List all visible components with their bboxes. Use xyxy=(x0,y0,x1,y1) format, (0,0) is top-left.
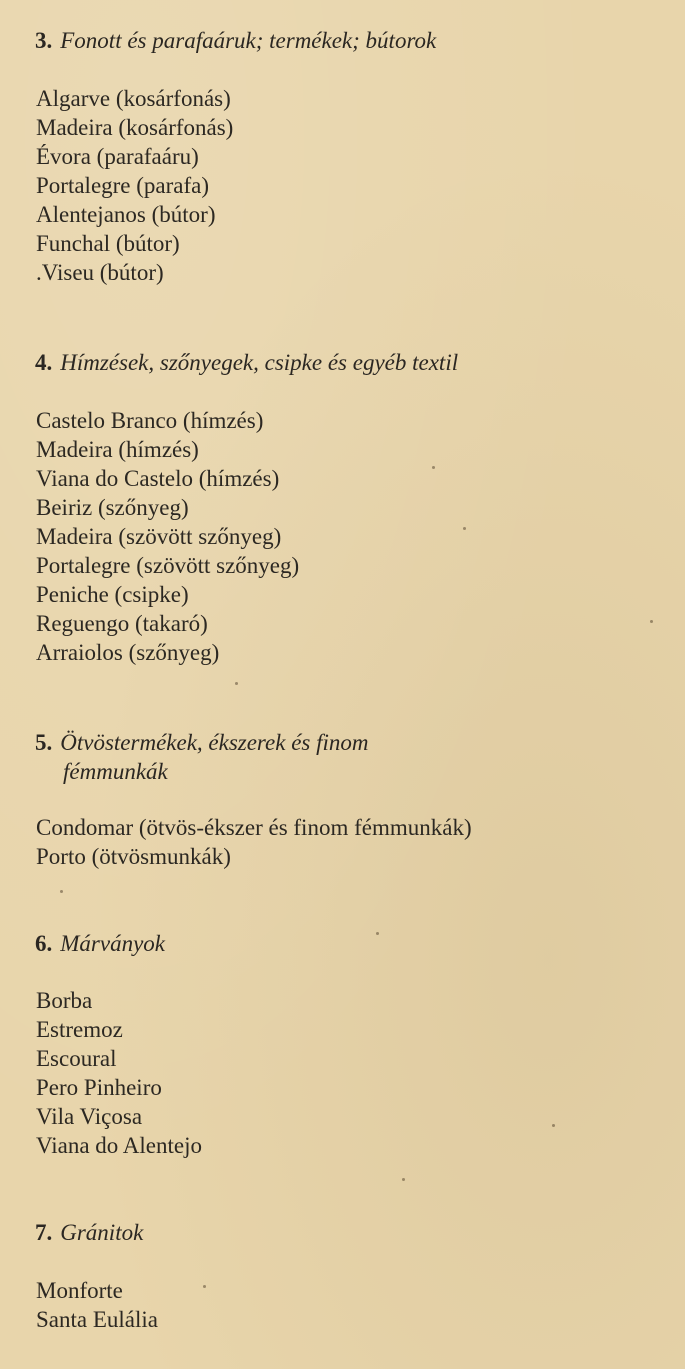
list-item: Beiriz (szőnyeg) xyxy=(36,495,189,520)
section-title: Fonott és parafaáruk; termékek; bútorok xyxy=(60,28,437,53)
item-list xyxy=(36,406,299,667)
section-number: 3. xyxy=(35,28,53,53)
list-item: Peniche (csipke) xyxy=(36,582,189,607)
paper-speck xyxy=(552,1124,555,1127)
section-heading xyxy=(35,348,458,377)
paper-speck xyxy=(402,1178,405,1181)
section-heading xyxy=(35,26,436,55)
paper-speck xyxy=(203,1285,206,1288)
item-list xyxy=(36,813,472,871)
paper-speck xyxy=(235,682,238,685)
list-item: Madeira (kosárfonás) xyxy=(36,115,234,140)
list-item: Funchal (bútor) xyxy=(36,231,180,256)
list-item: .Viseu (bútor) xyxy=(36,260,164,285)
list-item: Porto (ötvösmunkák) xyxy=(36,844,231,869)
section-number: 7. xyxy=(35,1220,53,1245)
section-heading xyxy=(35,728,369,786)
paper-speck xyxy=(60,890,63,893)
section-number: 6. xyxy=(35,931,53,956)
section-title: Márványok xyxy=(60,931,165,956)
paper-speck xyxy=(650,620,653,623)
section-heading xyxy=(35,929,165,958)
list-item: Escoural xyxy=(36,1046,117,1071)
section-title: Hímzések, szőnyegek, csipke és egyéb textil xyxy=(60,350,459,375)
section-number: 5. xyxy=(35,730,53,755)
list-item: Portalegre (szövött szőnyeg) xyxy=(36,553,300,578)
item-list xyxy=(36,986,202,1160)
list-item: Vila Viçosa xyxy=(36,1104,143,1129)
section-number: 4. xyxy=(35,350,53,375)
section-title-continuation: fémmunkák xyxy=(63,759,168,784)
item-list xyxy=(36,1276,158,1334)
list-item: Évora (parafaáru) xyxy=(36,144,199,169)
paper-speck xyxy=(463,527,466,530)
paper-speck xyxy=(432,466,435,469)
paper-speck xyxy=(376,932,379,935)
section-title: Gránitok xyxy=(60,1220,144,1245)
section-heading xyxy=(35,1218,143,1247)
list-item: Alentejanos (bútor) xyxy=(36,202,216,227)
list-item: Viana do Alentejo xyxy=(36,1133,202,1158)
list-item: Madeira (hímzés) xyxy=(36,437,199,462)
list-item: Portalegre (parafa) xyxy=(36,173,210,198)
list-item: Arraiolos (szőnyeg) xyxy=(36,640,220,665)
list-item: Santa Eulália xyxy=(36,1307,158,1332)
section-title: Ötvöstermékek, ékszerek és finom xyxy=(60,730,369,755)
list-item: Estremoz xyxy=(36,1017,123,1042)
list-item: Reguengo (takaró) xyxy=(36,611,208,636)
list-item: Pero Pinheiro xyxy=(36,1075,162,1100)
item-list xyxy=(36,84,233,287)
list-item: Algarve (kosárfonás) xyxy=(36,86,231,111)
list-item: Madeira (szövött szőnyeg) xyxy=(36,524,282,549)
list-item: Viana do Castelo (hímzés) xyxy=(36,466,280,491)
list-item: Castelo Branco (hímzés) xyxy=(36,408,264,433)
list-item: Condomar (ötvös-ékszer és finom fémmunkák) xyxy=(36,815,472,840)
list-item: Monforte xyxy=(36,1278,123,1303)
list-item: Borba xyxy=(36,988,93,1013)
